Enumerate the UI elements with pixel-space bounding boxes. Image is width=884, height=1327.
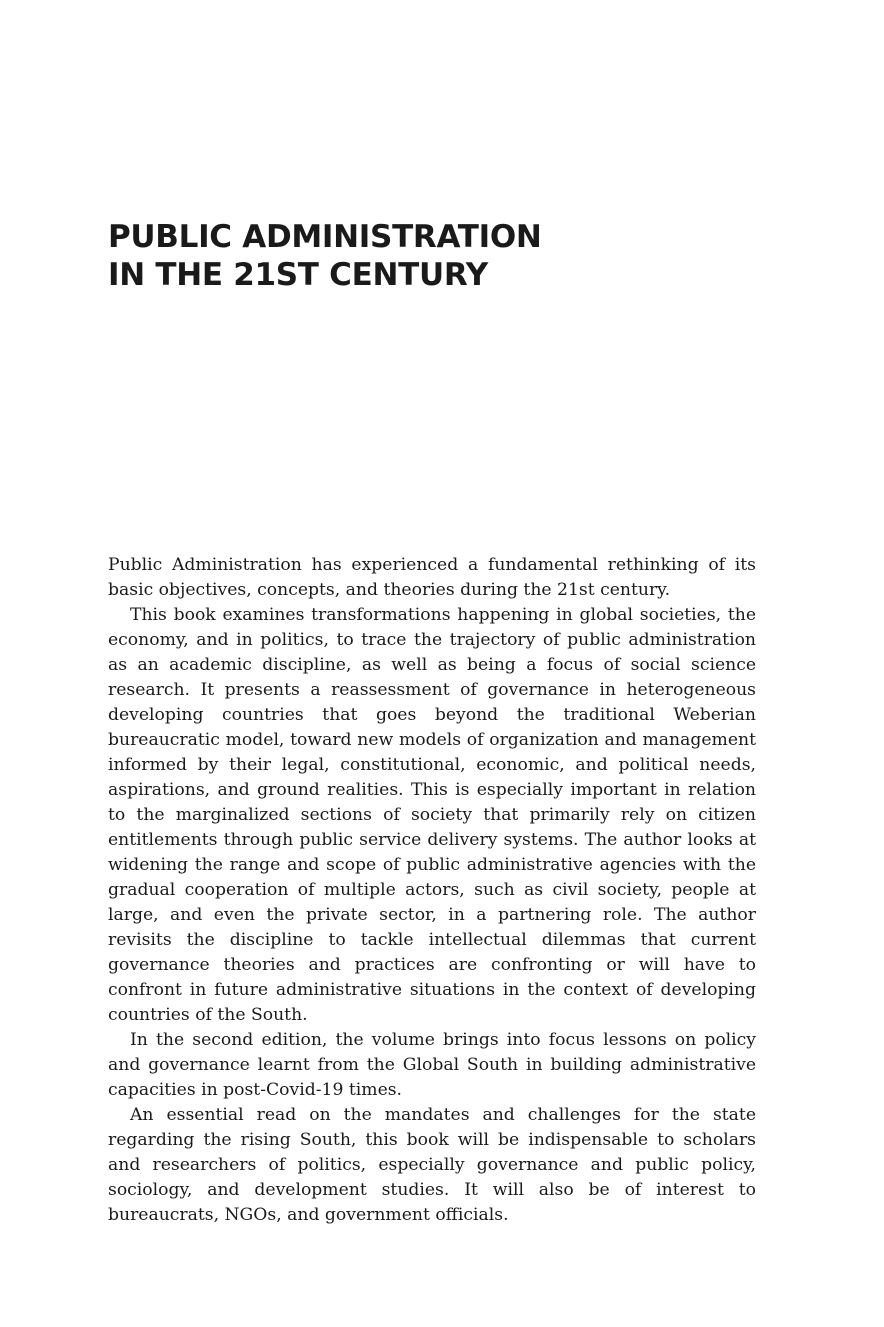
description-paragraph-2: This book examines transformations happening in global societies, the economy, and in politics, to trace the trajectory of public administration as an academic discipline, as well as being a focus of social science research. It presents a reassessment of governance in heterogeneous developing countries that goes beyond the traditional Weberian bureaucratic model, toward new models of organization and management informed by their legal, constitutional, economic, and political needs, aspirations, and ground realities. This is especially important in relation to the marginalized sections of society that primarily rely on citizen entitlements through public service delivery systems. The author looks at widening the range and scope of public administrative agencies with the gradual cooperation of multiple actors, such as civil society, people at large, and even the private sector, in a partnering role. The author revisits the discipline to tackle intellectual dilemmas that current governance theories and practices are confronting or will have to confront in future administrative situations in the context of developing countries of the South. (108, 605, 756, 1025)
book-title (108, 218, 768, 294)
description-paragraph-4: An essential read on the mandates and challenges for the state regarding the rising South, this book will be indispensable to scholars and researchers of politics, especially governance and public policy, sociology, and development studies. It will also be of interest to bureaucrats, NGOs, and government officials. (108, 1105, 756, 1225)
description-paragraph-1: Public Administration has experienced a fundamental rethinking of its basic objectives, concepts, and theories during the 21st century. (108, 555, 756, 600)
book-description (108, 553, 756, 1228)
description-paragraph-3: In the second edition, the volume brings into focus lessons on policy and governance learnt from the Global South in building administrative capacities in post-Covid-19 times. (108, 1030, 756, 1100)
book-title-line-2: IN THE 21ST CENTURY (108, 257, 488, 293)
book-title-line-1: PUBLIC ADMINISTRATION (108, 219, 542, 255)
